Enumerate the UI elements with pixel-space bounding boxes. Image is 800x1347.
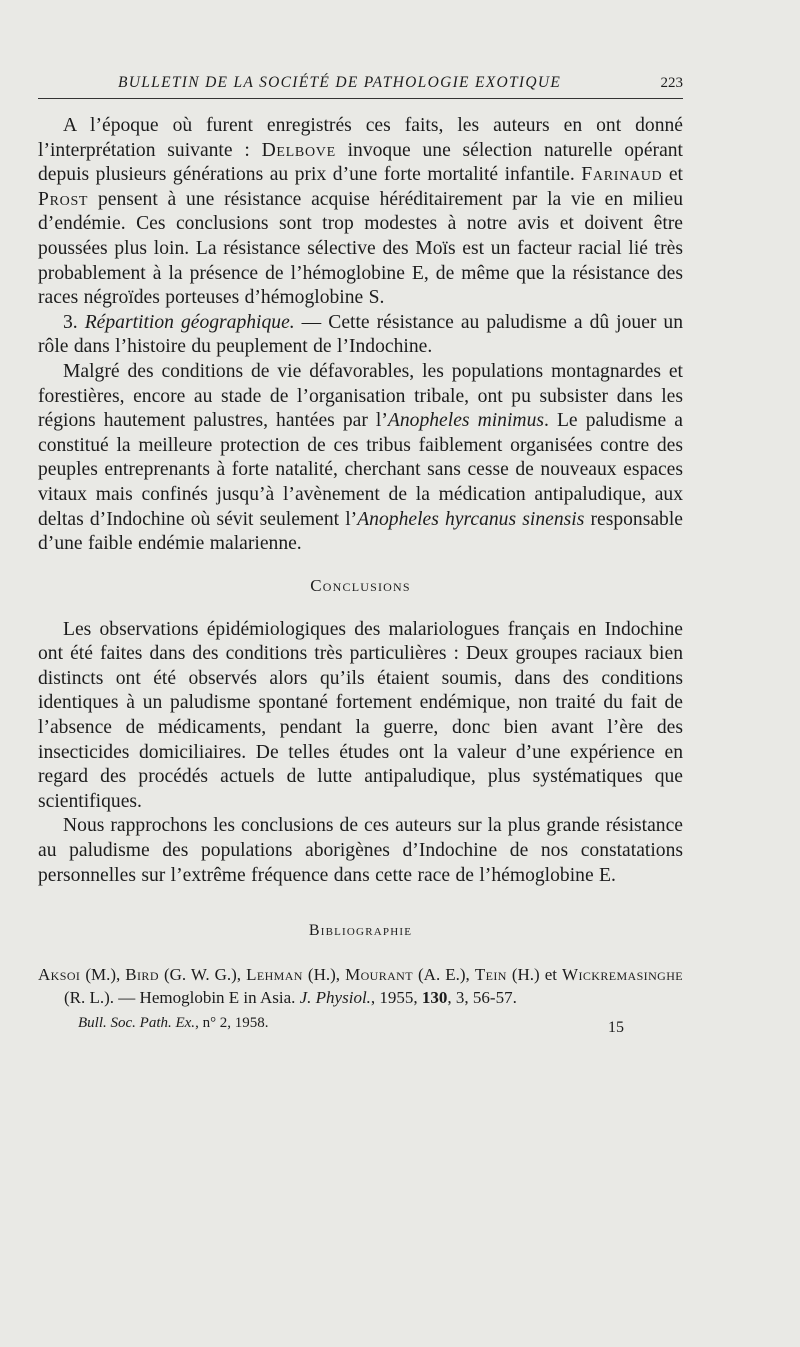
text-span: , 1955,	[370, 987, 422, 1007]
text-span: (M.),	[80, 965, 126, 985]
issue-info: , n° 2, 1958.	[195, 1015, 269, 1032]
volume-number: 130	[421, 987, 448, 1007]
paragraph-observations: Les observations épidémiologiques des malariologues français en Indochine ont été faites dans des conditions très particulières : Deux groupes raciaux bien distincts ont été observés alors qu’ils étaient soumis, dans des conditions identiques à un paludisme spontané fortement endémique, non traité du fait de l’absence de médicaments, pendant la guerre, donc bien avant l’ère des insecticides domiciliaires. De telles études ont la valeur d’une expérience en regard des procédés actuels de lutte antipaludique, plus systématiques que scientifiques.	[38, 618, 683, 812]
paragraph-repartition	[38, 311, 683, 360]
footer-journal	[78, 1015, 269, 1032]
paragraph-interpretation	[38, 114, 683, 311]
section-number: 3.	[63, 311, 85, 333]
text-span: Malgré des conditions de vie défavorables, les populations montagnardes et forestières, encore au stade de l’organisation tribale, ont pu subsister dans les régions hautement palustres, hantées par l’	[38, 360, 683, 432]
text-span: — Cette résistance au paludisme a dû jouer un rôle dans l’histoire du peuplement de l’Indochine.	[38, 311, 684, 358]
text-span: (G. W. G.),	[158, 965, 247, 985]
page-footer	[38, 1015, 683, 1037]
text-span: , 3, 56-57.	[447, 987, 517, 1007]
text-span: . Le paludisme a constitué la meilleure protection de ces tribus faiblement organisées contre des peuples entreprenants à forte natalité, cherchant sans cesse de nouveaux espaces vitaux mais confinés jusqu’à l’avènement de la médication antipaludique, aux deltas d’Indochine où sévit seulement l’	[38, 410, 683, 530]
section-title: Répartition géographique.	[84, 311, 295, 333]
bibliography-heading: Bibliographie	[308, 922, 413, 940]
text-span: (H.),	[302, 965, 346, 985]
text-span: A l’époque où furent enregistrés ces faits, les auteurs en ont donné l’interprétation suivante :	[38, 115, 683, 161]
author-name: Delbove	[261, 139, 336, 161]
author-name: Lehman	[246, 965, 303, 985]
author-name: Wickremasinghe	[562, 965, 683, 985]
text-span: pensent à une résistance acquise héréditairement par la vie en milieu d’endémie. Ces conclusions sont trop modestes à notre avis et doivent être poussées plus loin. La résistance sélective des Moïs est un facteur racial lié très probablement à la présence de l’hémoglobine E, de même que la résistance des races négroïdes porteuses d’hémoglobine S.	[38, 188, 683, 309]
conclusions-heading: Conclusions	[310, 575, 411, 595]
text-span: invoque une sélection naturelle opérant depuis plusieurs générations au prix d’une forte mortalité infantile.	[38, 139, 684, 186]
paragraph-rapprochement: Nous rapprochons les conclusions de ces auteurs sur la plus grande résistance au paludisme des populations aborigènes d’Indochine de nos constatations personnelles sur l’extrême fréquence dans cette race de l’hémoglobine E.	[38, 815, 683, 886]
species-name: Anopheles minimus	[387, 410, 544, 432]
page-header	[38, 72, 683, 99]
text-span: (H.) et	[506, 965, 563, 985]
journal-name: J. Physiol.	[299, 987, 371, 1007]
page-number: 223	[660, 75, 683, 91]
text-span: (A. E.),	[412, 965, 475, 985]
running-title: BULLETIN DE LA SOCIÉTÉ DE PATHOLOGIE EXOTIQUE	[118, 74, 562, 91]
bibliography-entry	[38, 964, 683, 1009]
text-span: responsable d’une faible endémie malarienne.	[38, 508, 683, 555]
author-name: Farinaud	[581, 164, 663, 186]
author-name: Mourant	[345, 965, 413, 985]
signature-mark: 15	[608, 1019, 624, 1037]
author-name: Tein	[474, 965, 507, 985]
paragraph-populations	[38, 360, 683, 557]
author-name: Bird	[125, 965, 159, 985]
journal-name: Bull. Soc. Path. Ex.	[78, 1015, 196, 1032]
author-name: Prost	[38, 188, 89, 210]
page-body	[38, 114, 683, 1037]
text-span: (R. L.). — Hemoglobin E in Asia.	[64, 987, 300, 1007]
author-name: Aksoi	[38, 965, 81, 985]
text-span: et	[662, 164, 683, 186]
species-name: Anopheles hyrcanus sinensis	[357, 508, 585, 530]
